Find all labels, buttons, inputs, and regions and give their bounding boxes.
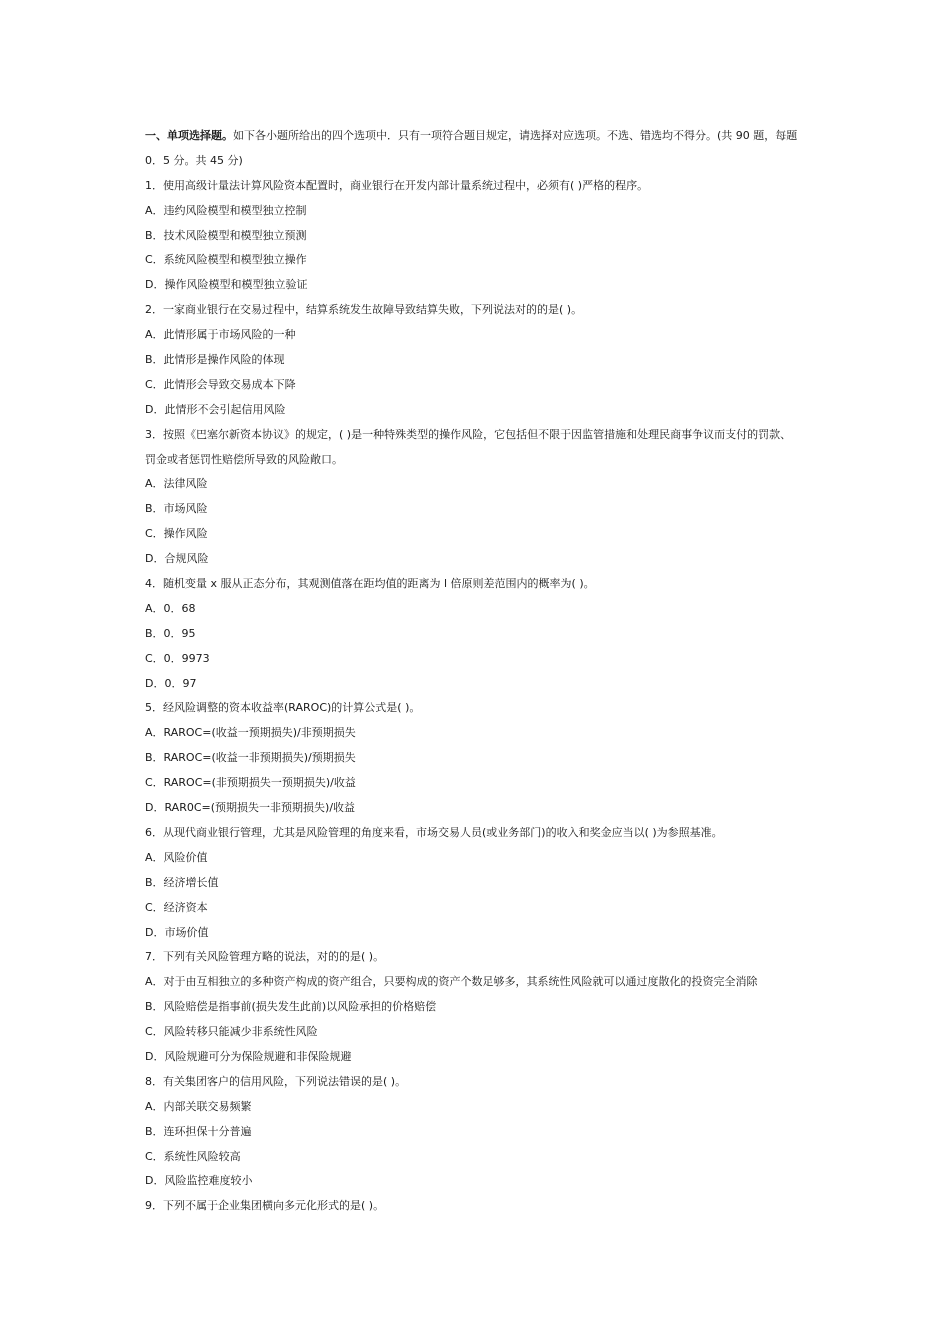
answer-option: C．RAROC=(非预期损失一预期损失)/收益 xyxy=(145,776,356,790)
answer-option: C．系统性风险较高 xyxy=(145,1149,241,1163)
question-text: 7．下列有关风险管理方略的说法，对的的是( )。 xyxy=(145,950,385,964)
answer-option: A．风险价值 xyxy=(145,850,208,864)
section-intro-continued: 0．5 分。共 45 分) xyxy=(145,153,243,167)
question-text: 3．按照《巴塞尔新资本协议》的规定，( )是一种特殊类型的操作风险，它包括但不限于因监管措施和处理民商事争议而支付的罚款、 xyxy=(145,427,792,441)
answer-option: A．RAROC=(收益一预期损失)/非预期损失 xyxy=(145,726,356,740)
answer-option: C．经济资本 xyxy=(145,900,208,914)
answer-option: C．此情形会导致交易成本下降 xyxy=(145,377,296,391)
question-text: 2．一家商业银行在交易过程中，结算系统发生故障导致结算失败，下列说法对的的是( )。 xyxy=(145,303,583,317)
answer-option: B．技术风险模型和模型独立预测 xyxy=(145,228,307,242)
answer-option: D．0．97 xyxy=(145,676,197,690)
answer-option: C．0．9973 xyxy=(145,651,210,665)
answer-option: C．系统风险模型和模型独立操作 xyxy=(145,253,307,267)
answer-option: B．风险赔偿是指事前(损失发生此前)以风险承担的价格赔偿 xyxy=(145,1000,437,1014)
question-text: 1．使用高级计量法计算风险资本配置时，商业银行在开发内部计量系统过程中，必须有( )严格的程序。 xyxy=(145,178,649,192)
answer-option: B．连环担保十分普遍 xyxy=(145,1124,252,1138)
answer-option: A．0．68 xyxy=(145,601,196,615)
answer-option: A．内部关联交易频繁 xyxy=(145,1099,252,1113)
question-text: 罚金或者惩罚性赔偿所导致的风险敞口。 xyxy=(145,452,343,466)
answer-option: D．RAR0C=(预期损失一非预期损失)/收益 xyxy=(145,801,356,815)
answer-option: D．风险监控难度较小 xyxy=(145,1174,253,1188)
answer-option: D．合规风险 xyxy=(145,552,209,566)
section-heading: 一、单项选择题。 xyxy=(145,129,233,142)
answer-option: D．市场价值 xyxy=(145,925,209,939)
question-text: 9．下列不属于企业集团横向多元化形式的是( )。 xyxy=(145,1199,385,1213)
answer-option: A．对于由互相独立的多种资产构成的资产组合，只要构成的资产个数足够多，其系统性风险就可以通过度散化的投资完全消除 xyxy=(145,975,758,989)
answer-option: D．此情形不会引起信用风险 xyxy=(145,402,286,416)
answer-option: A．法律风险 xyxy=(145,477,208,491)
answer-option: D．风险规避可分为保险规避和非保险规避 xyxy=(145,1049,352,1063)
answer-option: B．经济增长值 xyxy=(145,875,219,889)
question-text: 6．从现代商业银行管理，尤其是风险管理的角度来看，市场交易人员(或业务部门)的收入和奖金应当以( )为参照基准。 xyxy=(145,825,723,839)
section-intro xyxy=(145,124,810,149)
answer-option: D．操作风险模型和模型独立验证 xyxy=(145,278,308,292)
answer-option: B．市场风险 xyxy=(145,502,208,516)
section-intro-text: 如下各小题所给出的四个选项中．只有一项符合题目规定，请选择对应选项。不选、错选均不得分。(共 90 题，每题 xyxy=(233,129,798,142)
question-text: 8．有关集团客户的信用风险，下列说法错误的是( )。 xyxy=(145,1074,407,1088)
answer-option: C．操作风险 xyxy=(145,527,208,541)
answer-option: A．违约风险模型和模型独立控制 xyxy=(145,203,307,217)
question-list xyxy=(145,124,810,1219)
answer-option: B．0．95 xyxy=(145,626,196,640)
answer-option: A．此情形属于市场风险的一种 xyxy=(145,328,296,342)
answer-option: C．风险转移只能减少非系统性风险 xyxy=(145,1025,318,1039)
answer-option: B．此情形是操作风险的体现 xyxy=(145,353,285,367)
answer-option: B．RAROC=(收益一非预期损失)/预期损失 xyxy=(145,751,356,765)
question-text: 5．经风险调整的资本收益率(RAROC)的计算公式是( )。 xyxy=(145,701,421,715)
question-text: 4．随机变量 x 服从正态分布，其观测值落在距均值的距离为 l 倍原则差范围内的概率为( )。 xyxy=(145,577,595,591)
